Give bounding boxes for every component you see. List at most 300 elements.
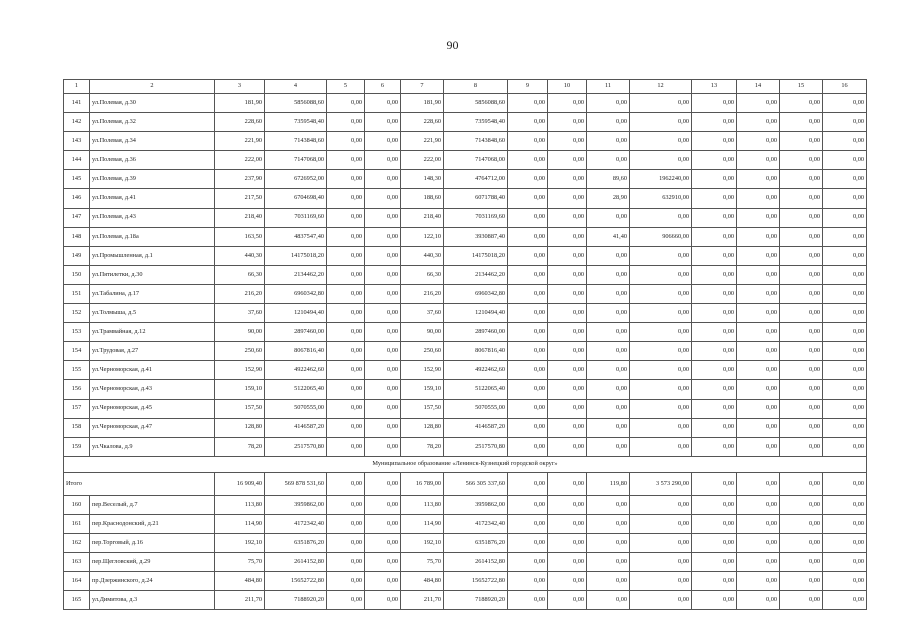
value-cell: 0,00 <box>365 495 401 514</box>
value-cell: 0,00 <box>780 323 823 342</box>
row-number: 161 <box>64 514 90 533</box>
value-cell: 0,00 <box>587 533 630 552</box>
address-cell: ул.Табалина, д.17 <box>90 284 215 303</box>
table-row <box>64 227 867 246</box>
value-cell: 0,00 <box>587 284 630 303</box>
table-row <box>64 514 867 533</box>
address-cell: ул.Димитова, д.3 <box>90 591 215 610</box>
value-cell: 0,00 <box>327 514 365 533</box>
value-cell: 0,00 <box>630 437 692 456</box>
address-cell: ул.Полевая, д.30 <box>90 94 215 113</box>
table-row <box>64 246 867 265</box>
value-cell: 6071788,40 <box>444 189 508 208</box>
value-cell: 0,00 <box>548 380 587 399</box>
value-cell: 90,00 <box>215 323 265 342</box>
value-cell: 75,70 <box>401 553 444 572</box>
value-cell: 0,00 <box>823 380 867 399</box>
table-row <box>64 323 867 342</box>
value-cell: 66,30 <box>401 265 444 284</box>
value-cell: 7359548,40 <box>444 113 508 132</box>
value-cell: 0,00 <box>365 189 401 208</box>
value-cell: 0,00 <box>587 132 630 151</box>
value-cell: 0,00 <box>692 304 737 323</box>
table-row <box>64 284 867 303</box>
value-cell: 0,00 <box>630 208 692 227</box>
total-value: 0,00 <box>692 472 737 495</box>
value-cell: 0,00 <box>365 380 401 399</box>
value-cell: 228,60 <box>215 113 265 132</box>
row-number: 143 <box>64 132 90 151</box>
value-cell: 484,80 <box>215 572 265 591</box>
value-cell: 1962240,00 <box>630 170 692 189</box>
value-cell: 0,00 <box>365 227 401 246</box>
value-cell: 0,00 <box>508 553 548 572</box>
value-cell: 3959862,00 <box>265 495 327 514</box>
row-number: 156 <box>64 380 90 399</box>
value-cell: 0,00 <box>630 514 692 533</box>
address-cell: пер.Краснодонский, д.21 <box>90 514 215 533</box>
value-cell: 0,00 <box>327 113 365 132</box>
column-header: 13 <box>692 80 737 94</box>
value-cell: 0,00 <box>327 399 365 418</box>
value-cell: 0,00 <box>692 514 737 533</box>
total-value: 0,00 <box>780 472 823 495</box>
value-cell: 0,00 <box>823 132 867 151</box>
value-cell: 28,90 <box>587 189 630 208</box>
row-number: 152 <box>64 304 90 323</box>
address-cell: ул.Черноморская, д.43 <box>90 380 215 399</box>
value-cell: 0,00 <box>548 151 587 170</box>
value-cell: 0,00 <box>823 437 867 456</box>
value-cell: 0,00 <box>692 151 737 170</box>
total-value: 0,00 <box>548 472 587 495</box>
value-cell: 41,40 <box>587 227 630 246</box>
value-cell: 0,00 <box>692 342 737 361</box>
value-cell: 0,00 <box>548 361 587 380</box>
row-number: 158 <box>64 418 90 437</box>
value-cell: 4172342,40 <box>444 514 508 533</box>
value-cell: 0,00 <box>587 342 630 361</box>
total-value: 566 305 337,60 <box>444 472 508 495</box>
value-cell: 0,00 <box>692 533 737 552</box>
value-cell: 484,80 <box>401 572 444 591</box>
value-cell: 0,00 <box>692 572 737 591</box>
column-header: 16 <box>823 80 867 94</box>
total-value: 0,00 <box>365 472 401 495</box>
value-cell: 211,70 <box>215 591 265 610</box>
value-cell: 0,00 <box>365 418 401 437</box>
value-cell: 222,00 <box>215 151 265 170</box>
value-cell: 5856088,60 <box>444 94 508 113</box>
value-cell: 7188920,20 <box>265 591 327 610</box>
value-cell: 0,00 <box>587 361 630 380</box>
total-value: 0,00 <box>737 472 780 495</box>
value-cell: 0,00 <box>327 208 365 227</box>
value-cell: 0,00 <box>508 323 548 342</box>
value-cell: 6960342,80 <box>265 284 327 303</box>
value-cell: 0,00 <box>327 304 365 323</box>
value-cell: 0,00 <box>365 553 401 572</box>
value-cell: 2897460,00 <box>444 323 508 342</box>
value-cell: 0,00 <box>780 361 823 380</box>
value-cell: 221,90 <box>401 132 444 151</box>
value-cell: 0,00 <box>365 533 401 552</box>
value-cell: 0,00 <box>365 591 401 610</box>
value-cell: 6351876,20 <box>444 533 508 552</box>
table-row <box>64 208 867 227</box>
value-cell: 0,00 <box>780 380 823 399</box>
value-cell: 1210494,40 <box>444 304 508 323</box>
value-cell: 0,00 <box>548 304 587 323</box>
value-cell: 7188920,20 <box>444 591 508 610</box>
table-row <box>64 418 867 437</box>
value-cell: 217,50 <box>215 189 265 208</box>
value-cell: 0,00 <box>548 227 587 246</box>
value-cell: 15652722,80 <box>265 572 327 591</box>
value-cell: 0,00 <box>508 399 548 418</box>
value-cell: 0,00 <box>327 418 365 437</box>
value-cell: 0,00 <box>780 342 823 361</box>
value-cell: 0,00 <box>737 132 780 151</box>
value-cell: 4837547,40 <box>265 227 327 246</box>
header-row <box>64 80 867 94</box>
value-cell: 2517570,80 <box>265 437 327 456</box>
value-cell: 0,00 <box>630 246 692 265</box>
column-header: 9 <box>508 80 548 94</box>
column-header: 2 <box>90 80 215 94</box>
value-cell: 0,00 <box>737 591 780 610</box>
address-cell: ул.Черноморская, д.47 <box>90 418 215 437</box>
value-cell: 0,00 <box>692 361 737 380</box>
value-cell: 0,00 <box>327 189 365 208</box>
value-cell: 0,00 <box>365 437 401 456</box>
value-cell: 6726952,00 <box>265 170 327 189</box>
value-cell: 4172342,40 <box>265 514 327 533</box>
value-cell: 0,00 <box>780 533 823 552</box>
value-cell: 0,00 <box>780 265 823 284</box>
column-header: 8 <box>444 80 508 94</box>
value-cell: 0,00 <box>737 246 780 265</box>
column-header: 5 <box>327 80 365 94</box>
value-cell: 906660,00 <box>630 227 692 246</box>
value-cell: 0,00 <box>327 495 365 514</box>
value-cell: 0,00 <box>548 495 587 514</box>
column-header: 12 <box>630 80 692 94</box>
table-row <box>64 380 867 399</box>
value-cell: 0,00 <box>327 227 365 246</box>
table-row <box>64 495 867 514</box>
value-cell: 440,30 <box>401 246 444 265</box>
value-cell: 0,00 <box>823 151 867 170</box>
total-value: 119,80 <box>587 472 630 495</box>
value-cell: 0,00 <box>630 151 692 170</box>
value-cell: 75,70 <box>215 553 265 572</box>
value-cell: 0,00 <box>327 265 365 284</box>
value-cell: 0,00 <box>737 208 780 227</box>
table-row <box>64 189 867 208</box>
value-cell: 0,00 <box>508 437 548 456</box>
value-cell: 0,00 <box>327 572 365 591</box>
value-cell: 0,00 <box>737 514 780 533</box>
value-cell: 0,00 <box>780 591 823 610</box>
table-row <box>64 591 867 610</box>
row-number: 142 <box>64 113 90 132</box>
value-cell: 0,00 <box>548 418 587 437</box>
value-cell: 0,00 <box>737 284 780 303</box>
value-cell: 0,00 <box>630 94 692 113</box>
value-cell: 0,00 <box>587 572 630 591</box>
value-cell: 0,00 <box>823 189 867 208</box>
value-cell: 0,00 <box>692 246 737 265</box>
column-header: 11 <box>587 80 630 94</box>
value-cell: 0,00 <box>737 399 780 418</box>
value-cell: 0,00 <box>587 208 630 227</box>
value-cell: 0,00 <box>737 323 780 342</box>
value-cell: 0,00 <box>508 94 548 113</box>
column-header: 6 <box>365 80 401 94</box>
value-cell: 37,60 <box>215 304 265 323</box>
value-cell: 0,00 <box>327 94 365 113</box>
value-cell: 0,00 <box>508 227 548 246</box>
value-cell: 4764712,00 <box>444 170 508 189</box>
value-cell: 159,10 <box>215 380 265 399</box>
address-cell: ул.Полевая, д.41 <box>90 189 215 208</box>
column-header: 7 <box>401 80 444 94</box>
value-cell: 0,00 <box>692 113 737 132</box>
value-cell: 0,00 <box>508 265 548 284</box>
value-cell: 157,50 <box>401 399 444 418</box>
value-cell: 2517570,80 <box>444 437 508 456</box>
table-row <box>64 113 867 132</box>
value-cell: 188,60 <box>401 189 444 208</box>
value-cell: 2614152,80 <box>265 553 327 572</box>
value-cell: 0,00 <box>587 553 630 572</box>
value-cell: 0,00 <box>780 94 823 113</box>
value-cell: 0,00 <box>508 380 548 399</box>
value-cell: 0,00 <box>327 361 365 380</box>
value-cell: 4146587,20 <box>444 418 508 437</box>
value-cell: 128,80 <box>401 418 444 437</box>
value-cell: 0,00 <box>365 132 401 151</box>
value-cell: 192,10 <box>401 533 444 552</box>
column-header: 4 <box>265 80 327 94</box>
value-cell: 0,00 <box>780 399 823 418</box>
value-cell: 4146587,20 <box>265 418 327 437</box>
value-cell: 218,40 <box>215 208 265 227</box>
value-cell: 157,50 <box>215 399 265 418</box>
value-cell: 0,00 <box>327 533 365 552</box>
value-cell: 0,00 <box>823 208 867 227</box>
value-cell: 0,00 <box>737 227 780 246</box>
row-number: 160 <box>64 495 90 514</box>
value-cell: 0,00 <box>823 553 867 572</box>
value-cell: 0,00 <box>737 265 780 284</box>
table-row <box>64 572 867 591</box>
total-label: Итого <box>64 472 215 495</box>
value-cell: 0,00 <box>823 265 867 284</box>
value-cell: 0,00 <box>823 94 867 113</box>
value-cell: 0,00 <box>823 361 867 380</box>
value-cell: 0,00 <box>587 304 630 323</box>
total-value: 0,00 <box>508 472 548 495</box>
value-cell: 2897460,00 <box>265 323 327 342</box>
value-cell: 14175018,20 <box>444 246 508 265</box>
value-cell: 0,00 <box>823 170 867 189</box>
value-cell: 0,00 <box>630 304 692 323</box>
address-cell: ул.Пятилетки, д.30 <box>90 265 215 284</box>
row-number: 163 <box>64 553 90 572</box>
total-value: 16 909,40 <box>215 472 265 495</box>
value-cell: 114,90 <box>401 514 444 533</box>
value-cell: 0,00 <box>327 380 365 399</box>
value-cell: 0,00 <box>365 304 401 323</box>
value-cell: 0,00 <box>548 113 587 132</box>
address-cell: пер.Торговый, д.16 <box>90 533 215 552</box>
table-row <box>64 265 867 284</box>
value-cell: 0,00 <box>327 284 365 303</box>
value-cell: 0,00 <box>692 208 737 227</box>
value-cell: 0,00 <box>823 399 867 418</box>
value-cell: 0,00 <box>823 514 867 533</box>
value-cell: 0,00 <box>548 342 587 361</box>
value-cell: 89,60 <box>587 170 630 189</box>
value-cell: 0,00 <box>692 380 737 399</box>
address-cell: ул.Толмыша, д.5 <box>90 304 215 323</box>
column-header: 15 <box>780 80 823 94</box>
value-cell: 237,90 <box>215 170 265 189</box>
value-cell: 0,00 <box>327 132 365 151</box>
value-cell: 4922462,60 <box>265 361 327 380</box>
value-cell: 0,00 <box>508 208 548 227</box>
value-cell: 0,00 <box>630 361 692 380</box>
value-cell: 0,00 <box>548 533 587 552</box>
column-header: 3 <box>215 80 265 94</box>
table-row <box>64 342 867 361</box>
value-cell: 0,00 <box>548 94 587 113</box>
value-cell: 211,70 <box>401 591 444 610</box>
value-cell: 78,20 <box>215 437 265 456</box>
value-cell: 0,00 <box>508 342 548 361</box>
value-cell: 7359548,40 <box>265 113 327 132</box>
row-number: 147 <box>64 208 90 227</box>
value-cell: 250,60 <box>401 342 444 361</box>
value-cell: 0,00 <box>737 342 780 361</box>
value-cell: 0,00 <box>737 304 780 323</box>
value-cell: 221,90 <box>215 132 265 151</box>
value-cell: 7143848,60 <box>444 132 508 151</box>
column-header: 14 <box>737 80 780 94</box>
row-number: 150 <box>64 265 90 284</box>
address-cell: ул.Полевая, д.34 <box>90 132 215 151</box>
value-cell: 216,20 <box>401 284 444 303</box>
total-value: 16 789,00 <box>401 472 444 495</box>
value-cell: 0,00 <box>365 514 401 533</box>
address-cell: ул.Чкалова, д.9 <box>90 437 215 456</box>
value-cell: 5856088,60 <box>265 94 327 113</box>
value-cell: 632910,00 <box>630 189 692 208</box>
row-number: 159 <box>64 437 90 456</box>
value-cell: 0,00 <box>548 553 587 572</box>
address-cell: ул.Трамвайная, д.12 <box>90 323 215 342</box>
value-cell: 0,00 <box>587 151 630 170</box>
value-cell: 0,00 <box>823 495 867 514</box>
value-cell: 0,00 <box>692 437 737 456</box>
value-cell: 0,00 <box>780 246 823 265</box>
value-cell: 0,00 <box>365 170 401 189</box>
row-number: 145 <box>64 170 90 189</box>
value-cell: 0,00 <box>692 399 737 418</box>
table-row <box>64 553 867 572</box>
row-number: 144 <box>64 151 90 170</box>
value-cell: 0,00 <box>692 227 737 246</box>
value-cell: 7143848,60 <box>265 132 327 151</box>
value-cell: 181,90 <box>215 94 265 113</box>
value-cell: 0,00 <box>630 323 692 342</box>
total-value: 0,00 <box>823 472 867 495</box>
address-cell: пр.Дзержинского, д.24 <box>90 572 215 591</box>
value-cell: 440,30 <box>215 246 265 265</box>
table-row <box>64 151 867 170</box>
value-cell: 250,60 <box>215 342 265 361</box>
value-cell: 0,00 <box>548 208 587 227</box>
value-cell: 0,00 <box>548 399 587 418</box>
value-cell: 0,00 <box>630 533 692 552</box>
address-cell: ул.Трудовая, д.27 <box>90 342 215 361</box>
value-cell: 5122065,40 <box>444 380 508 399</box>
value-cell: 0,00 <box>737 94 780 113</box>
value-cell: 0,00 <box>587 246 630 265</box>
value-cell: 0,00 <box>823 342 867 361</box>
value-cell: 0,00 <box>823 284 867 303</box>
table-row <box>64 170 867 189</box>
value-cell: 78,20 <box>401 437 444 456</box>
value-cell: 0,00 <box>737 533 780 552</box>
value-cell: 0,00 <box>508 572 548 591</box>
table-body <box>64 94 867 610</box>
value-cell: 0,00 <box>823 418 867 437</box>
section-row <box>64 456 867 472</box>
value-cell: 0,00 <box>548 246 587 265</box>
value-cell: 0,00 <box>780 170 823 189</box>
value-cell: 113,80 <box>401 495 444 514</box>
value-cell: 6351876,20 <box>265 533 327 552</box>
value-cell: 0,00 <box>823 113 867 132</box>
value-cell: 90,00 <box>401 323 444 342</box>
value-cell: 0,00 <box>737 418 780 437</box>
value-cell: 0,00 <box>780 304 823 323</box>
address-cell: ул.Полевая, д.36 <box>90 151 215 170</box>
value-cell: 7147068,00 <box>444 151 508 170</box>
value-cell: 0,00 <box>548 572 587 591</box>
value-cell: 0,00 <box>823 304 867 323</box>
address-cell: ул.Полевая, д.32 <box>90 113 215 132</box>
value-cell: 228,60 <box>401 113 444 132</box>
column-header: 10 <box>548 80 587 94</box>
value-cell: 0,00 <box>587 591 630 610</box>
value-cell: 122,10 <box>401 227 444 246</box>
value-cell: 0,00 <box>737 361 780 380</box>
value-cell: 222,00 <box>401 151 444 170</box>
value-cell: 0,00 <box>737 151 780 170</box>
value-cell: 0,00 <box>780 227 823 246</box>
value-cell: 0,00 <box>548 189 587 208</box>
value-cell: 0,00 <box>548 284 587 303</box>
value-cell: 0,00 <box>508 418 548 437</box>
value-cell: 8067816,40 <box>444 342 508 361</box>
row-number: 148 <box>64 227 90 246</box>
value-cell: 6704698,40 <box>265 189 327 208</box>
row-number: 141 <box>64 94 90 113</box>
